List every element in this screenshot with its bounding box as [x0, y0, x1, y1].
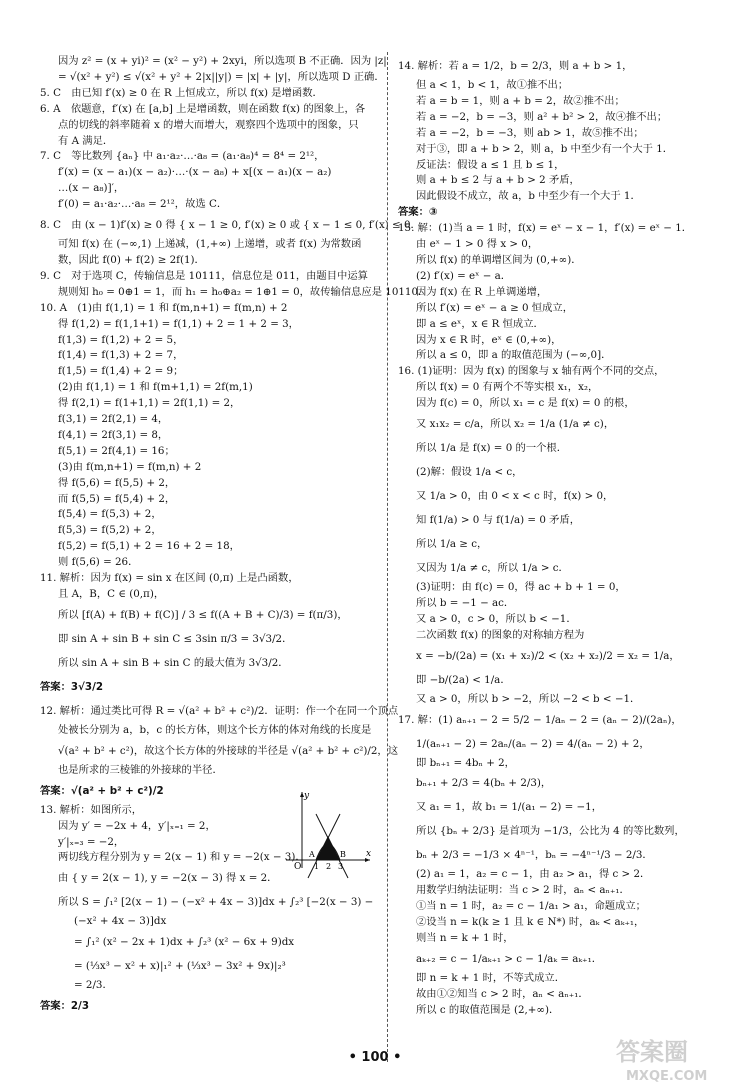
left-line: f′(0) = a₁·a₂·…·a₈ = 2¹²，故选 C． — [58, 198, 228, 211]
right-line: 即 a ≤ eˣ，x ∈ R 恒成立． — [416, 317, 544, 330]
right-line: 即 n = k + 1 时，不等式成立． — [416, 972, 565, 984]
fig-point-a: A — [309, 850, 315, 859]
left-line: 13. 解析：如图所示， — [40, 803, 143, 816]
right-line: 反证法：假设 a ≤ 1 且 b ≤ 1， — [416, 158, 565, 171]
left-line: 11. 解析：因为 f(x) = sin x 在区间 (0,π) 上是凸函数， — [40, 572, 299, 585]
left-line: 所以 S = ∫₁² [2(x − 1) − (−x² + 4x − 3)]dx + ∫₂³ [−2(x − 3) − — [58, 896, 374, 909]
left-line: (2)由 f(1,1) = 1 和 f(m+1,1) = 2f(m,1) — [58, 381, 253, 394]
fig-x-label: x — [366, 849, 372, 859]
left-line: 点的切线的斜率随着 x 的增大而增大，观察四个选项中的图象，只 — [58, 118, 359, 131]
right-line: 所以 a ≤ 0，即 a 的取值范围为 (−∞,0]． — [416, 349, 612, 362]
right-line: ①当 n = 1 时，a₂ = c − 1/a₁ > a₁，命题成立； — [416, 900, 646, 913]
left-line: 规则知 h₀ = 0⊕1 = 1，而 h₁ = h₀⊕a₂ = 1⊕1 = 0，故传输信息应是 10110． — [58, 285, 429, 298]
left-line: 10. A (1)由 f(1,1) = 1 和 f(m,n+1) = f(m,n) + 2 — [40, 301, 288, 314]
right-line: 又 x₁x₂ = c/a，所以 x₂ = 1/a (1/a ≠ c)， — [416, 418, 615, 431]
right-line: (2) a₁ = 1，a₂ = c − 1，由 a₂ > a₁，得 c > 2． — [416, 868, 651, 881]
right-line: 即 bₙ₊₁ = 4bₙ + 2， — [416, 756, 515, 769]
left-line: 得 f(1,2) = f(1,1+1) = f(1,1) + 2 = 1 + 2 = 3， — [58, 317, 299, 330]
fig-tick-1: 1 — [314, 862, 320, 871]
right-line: 二次函数 f(x) 的图象的对称轴方程为 — [416, 628, 585, 641]
left-line: f(1,3) = f(1,2) + 2 = 5， — [58, 333, 184, 346]
left-line: 12. 解析：通过类比可得 R = √(a² + b² + c²)/2．证明：作一个在同一个顶点 — [40, 704, 399, 717]
right-line: 又 1/a > 0，由 0 < x < c 时，f(x) > 0， — [416, 490, 614, 503]
right-line: 但 a < 1，b < 1，故①推不出； — [416, 79, 569, 91]
left-line: 9. C 对于选项 C，传输信息是 10111，信息位是 011，由题目中运算 — [40, 269, 368, 282]
left-line: 两切线方程分别为 y = 2(x − 1) 和 y = −2(x − 3)． — [58, 851, 306, 864]
right-line: 因为 f(x) 在 R 上单调递增， — [416, 285, 548, 298]
left-line: f(3,1) = 2f(2,1) = 4， — [58, 413, 169, 426]
left-line: 6. A 依题意，f′(x) 在 [a,b] 上是增函数，则在函数 f(x) 的图象上，各 — [40, 102, 366, 115]
column-divider — [387, 52, 388, 1062]
left-line: 因为 z² = (x + yi)² = (x² − y²) + 2xyi，所以选项 B 不正确．因为 |z| — [58, 55, 387, 67]
left-line: 所以 [f(A) + f(B) + f(C)] / 3 ≤ f((A + B + C)/3) = f(π/3)， — [58, 608, 348, 621]
watermark-logo — [612, 1030, 742, 1086]
left-line: 答案：3√3/2 — [40, 680, 104, 693]
left-line: 7. C 等比数列 {aₙ} 中 a₁·a₂·…·a₈ = (a₁·a₈)⁴ = 8⁴ = 2¹²， — [40, 150, 325, 163]
right-line: ②设当 n = k(k ≥ 1 且 k ∈ N*) 时，aₖ < aₖ₊₁， — [416, 916, 645, 929]
left-line: 答案：2/3 — [40, 1000, 89, 1013]
right-line: x = −b/(2a) = (x₁ + x₂)/2 < (x₂ + x₂)/2 = x₂ = 1/a， — [416, 649, 680, 662]
right-line: 所以 c 的取值范围是 (2,+∞)． — [416, 1003, 560, 1016]
left-line: (−x² + 4x − 3)]dx — [74, 915, 167, 928]
left-line: 可知 f(x) 在 (−∞,1) 上递减，(1,+∞) 上递增，或者 f(x) 为常数函 — [58, 238, 362, 251]
right-line: 所以 1/a 是 f(x) = 0 的一个根． — [416, 442, 568, 455]
left-line: y′|ₓ₌₃ = −2， — [58, 835, 125, 848]
left-line: 因为 y′ = −2x + 4，y′|ₓ₌₁ = 2， — [58, 819, 216, 832]
left-line: f(5,4) = f(5,3) + 2， — [58, 508, 162, 521]
left-line: …(x − a₈)]′， — [58, 182, 125, 195]
right-line: aₖ₊₂ = c − 1/aₖ₊₁ > c − 1/aₖ = aₖ₊₁． — [416, 953, 603, 965]
right-line: 由 eˣ − 1 > 0 得 x > 0， — [416, 238, 539, 251]
right-line: 即 −b/(2a) < 1/a． — [416, 673, 511, 686]
left-line: 而 f(5,5) = f(5,4) + 2， — [58, 492, 176, 505]
right-line: 1/(aₙ₊₁ − 2) = 2aₙ/(aₙ − 2) = 4/(aₙ − 2) + 2， — [416, 737, 650, 750]
right-line: 故由①②知当 c > 2 时，aₙ < aₙ₊₁． — [416, 987, 589, 1000]
left-line: f(5,1) = 2f(4,1) = 16； — [58, 444, 175, 457]
right-line: 若 a = −2，b = −3，则 a² + b² > 2，故④推不出； — [416, 110, 668, 123]
right-line: 若 a = −2，b = −3，则 ab > 1，故⑤推不出； — [416, 126, 644, 139]
right-line: 17. 解：(1) aₙ₊₁ − 2 = 5/2 − 1/aₙ − 2 = (aₙ − 2)/(2aₙ)， — [398, 713, 682, 726]
right-line: 又 a₁ = 1，故 b₁ = 1/(a₁ − 2) = −1， — [416, 801, 603, 814]
left-line: 由 { y = 2(x − 1), y = −2(x − 3) 得 x = 2． — [58, 872, 278, 885]
fig-tick-3: 3 — [338, 862, 344, 871]
right-line: 用数学归纳法证明：当 c > 2 时，aₙ < aₙ₊₁． — [416, 884, 630, 897]
left-line: 数，因此 f(0) + f(2) ≥ 2f(1)． — [58, 253, 205, 266]
right-line: 答案：③ — [398, 206, 438, 219]
right-line: (2)解：假设 1/a < c， — [416, 466, 523, 479]
right-line: 则当 n = k + 1 时， — [416, 932, 514, 945]
right-line: 因为 x ∈ R 时，eˣ ∈ (0,+∞)， — [416, 333, 562, 346]
right-column — [398, 54, 718, 1019]
left-line: √(a² + b² + c²)，故这个长方体的外接球的半径是 √(a² + b² + c²)/2，这 — [58, 744, 398, 757]
right-line: 15. 解：(1)当 a = 1 时，f(x) = eˣ − x − 1，f′(x) = eˣ − 1． — [398, 222, 693, 235]
right-line: 因此假设不成立，故 a，b 中至少有一个大于 1． — [416, 190, 641, 203]
right-line: 又 a > 0，c > 0，所以 b < −1． — [416, 612, 577, 625]
left-line: 有 A 满足． — [58, 134, 114, 147]
left-line: 得 f(5,6) = f(5,5) + 2， — [58, 476, 176, 489]
right-line: 则 a + b ≤ 2 与 a + b > 2 矛盾， — [416, 174, 580, 187]
right-line: 所以 f(x) = 0 有两个不等实根 x₁，x₂， — [416, 381, 599, 394]
right-line: bₙ₊₁ + 2/3 = 4(bₙ + 2/3)， — [416, 777, 552, 790]
right-line: 所以 {bₙ + 2/3} 是首项为 −1/3，公比为 4 的等比数列， — [416, 825, 685, 838]
right-line: 16. (1)证明：因为 f(x) 的图象与 x 轴有两个不同的交点， — [398, 365, 665, 378]
fig-y-label: y — [304, 791, 310, 801]
left-line: f(5,3) = f(5,2) + 2， — [58, 524, 162, 537]
left-line: = (⅓x³ − x² + x)|₁² + (⅓x³ − 3x² + 9x)|₂³ — [74, 960, 286, 973]
left-line: = ∫₁² (x² − 2x + 1)dx + ∫₂³ (x² − 6x + 9)dx — [74, 936, 295, 949]
left-line: f(1,4) = f(1,3) + 2 = 7， — [58, 349, 184, 362]
left-line: 所以 sin A + sin B + sin C 的最大值为 3√3/2． — [58, 656, 289, 669]
left-line: 即 sin A + sin B + sin C ≤ 3sin π/3 = 3√3/2． — [58, 632, 293, 645]
right-line: 所以 1/a ≥ c， — [416, 538, 488, 551]
fig-point-b: B — [340, 850, 346, 859]
left-line: = √(x² + y²) ≤ √(x² + y² + 2|x||y|) = |x| + |y|，所以选项 D 正确． — [58, 70, 385, 83]
left-line: 处被长分别为 a，b，c 的长方体，则这个长方体的体对角线的长度是 — [58, 723, 372, 736]
right-line: (2) f′(x) = eˣ − a． — [416, 269, 512, 282]
right-line: 又 a > 0，所以 b > −2，所以 −2 < b < −1． — [416, 692, 641, 705]
watermark-line1: 答案圈 — [616, 1038, 688, 1066]
left-line: f′(x) = (x − a₁)(x − a₂)·…·(x − a₈) + x[(x − a₁)(x − a₂) — [58, 166, 332, 179]
right-line: 14. 解析：若 a = 1/2，b = 2/3，则 a + b > 1， — [398, 60, 633, 72]
right-line: 知 f(1/a) > 0 与 f(1/a) = 0 矛盾， — [416, 514, 581, 527]
page-number: • 100 • — [348, 1050, 402, 1065]
right-line: bₙ + 2/3 = −1/3 × 4ⁿ⁻¹，bₙ = −4ⁿ⁻¹/3 − 2/3． — [416, 849, 653, 862]
fig-origin-label: O — [294, 862, 302, 872]
watermark-line2: MXQE.COM — [626, 1069, 708, 1084]
right-line: 对于③，即 a + b > 2，则 a，b 中至少有一个大于 1． — [416, 142, 674, 155]
right-line: 又因为 1/a ≠ c，所以 1/a > c． — [416, 562, 569, 575]
left-column — [40, 54, 429, 1018]
left-line: 则 f(5,6) = 26． — [58, 556, 139, 569]
left-line: f(4,1) = 2f(3,1) = 8， — [58, 428, 169, 441]
left-line: 也是所求的三棱锥的外接球的半径． — [58, 763, 223, 776]
left-line: (3)由 f(m,n+1) = f(m,n) + 2 — [58, 460, 202, 473]
tangent-area-figure — [282, 788, 374, 870]
left-line: 答案：√(a² + b² + c²)/2 — [40, 784, 164, 797]
fig-tick-2: 2 — [326, 862, 332, 871]
right-line: 因为 f(c) = 0，所以 x₁ = c 是 f(x) = 0 的根， — [416, 397, 635, 410]
right-line: 所以 f′(x) = eˣ − a ≥ 0 恒成立， — [416, 301, 573, 314]
left-line: 5. C 由已知 f′(x) ≥ 0 在 R 上恒成立，所以 f(x) 是增函数． — [40, 86, 323, 99]
left-line: 得 f(2,1) = f(1+1,1) = 2f(1,1) = 2， — [58, 397, 241, 410]
right-line: (3)证明：由 f(c) = 0，得 ac + b + 1 = 0， — [416, 581, 626, 594]
left-line: = 2/3． — [74, 979, 113, 992]
left-line: f(5,2) = f(5,1) + 2 = 16 + 2 = 18， — [58, 540, 240, 553]
right-line: 所以 f(x) 的单调增区间为 (0,+∞)． — [416, 253, 582, 266]
right-line: 若 a = b = 1，则 a + b = 2，故②推不出； — [416, 94, 625, 107]
left-line: f(1,5) = f(1,4) + 2 = 9； — [58, 365, 184, 378]
left-line: 8. C 由 (x − 1)f′(x) ≥ 0 得 { x − 1 ≥ 0, f′(x) ≥ 0 或 { x − 1 ≤ 0, f′(x) ≤ 0． — [40, 219, 421, 232]
right-line: 所以 b = −1 − ac． — [416, 596, 515, 609]
left-line: 且 A，B，C ∈ (0,π)， — [58, 588, 165, 600]
